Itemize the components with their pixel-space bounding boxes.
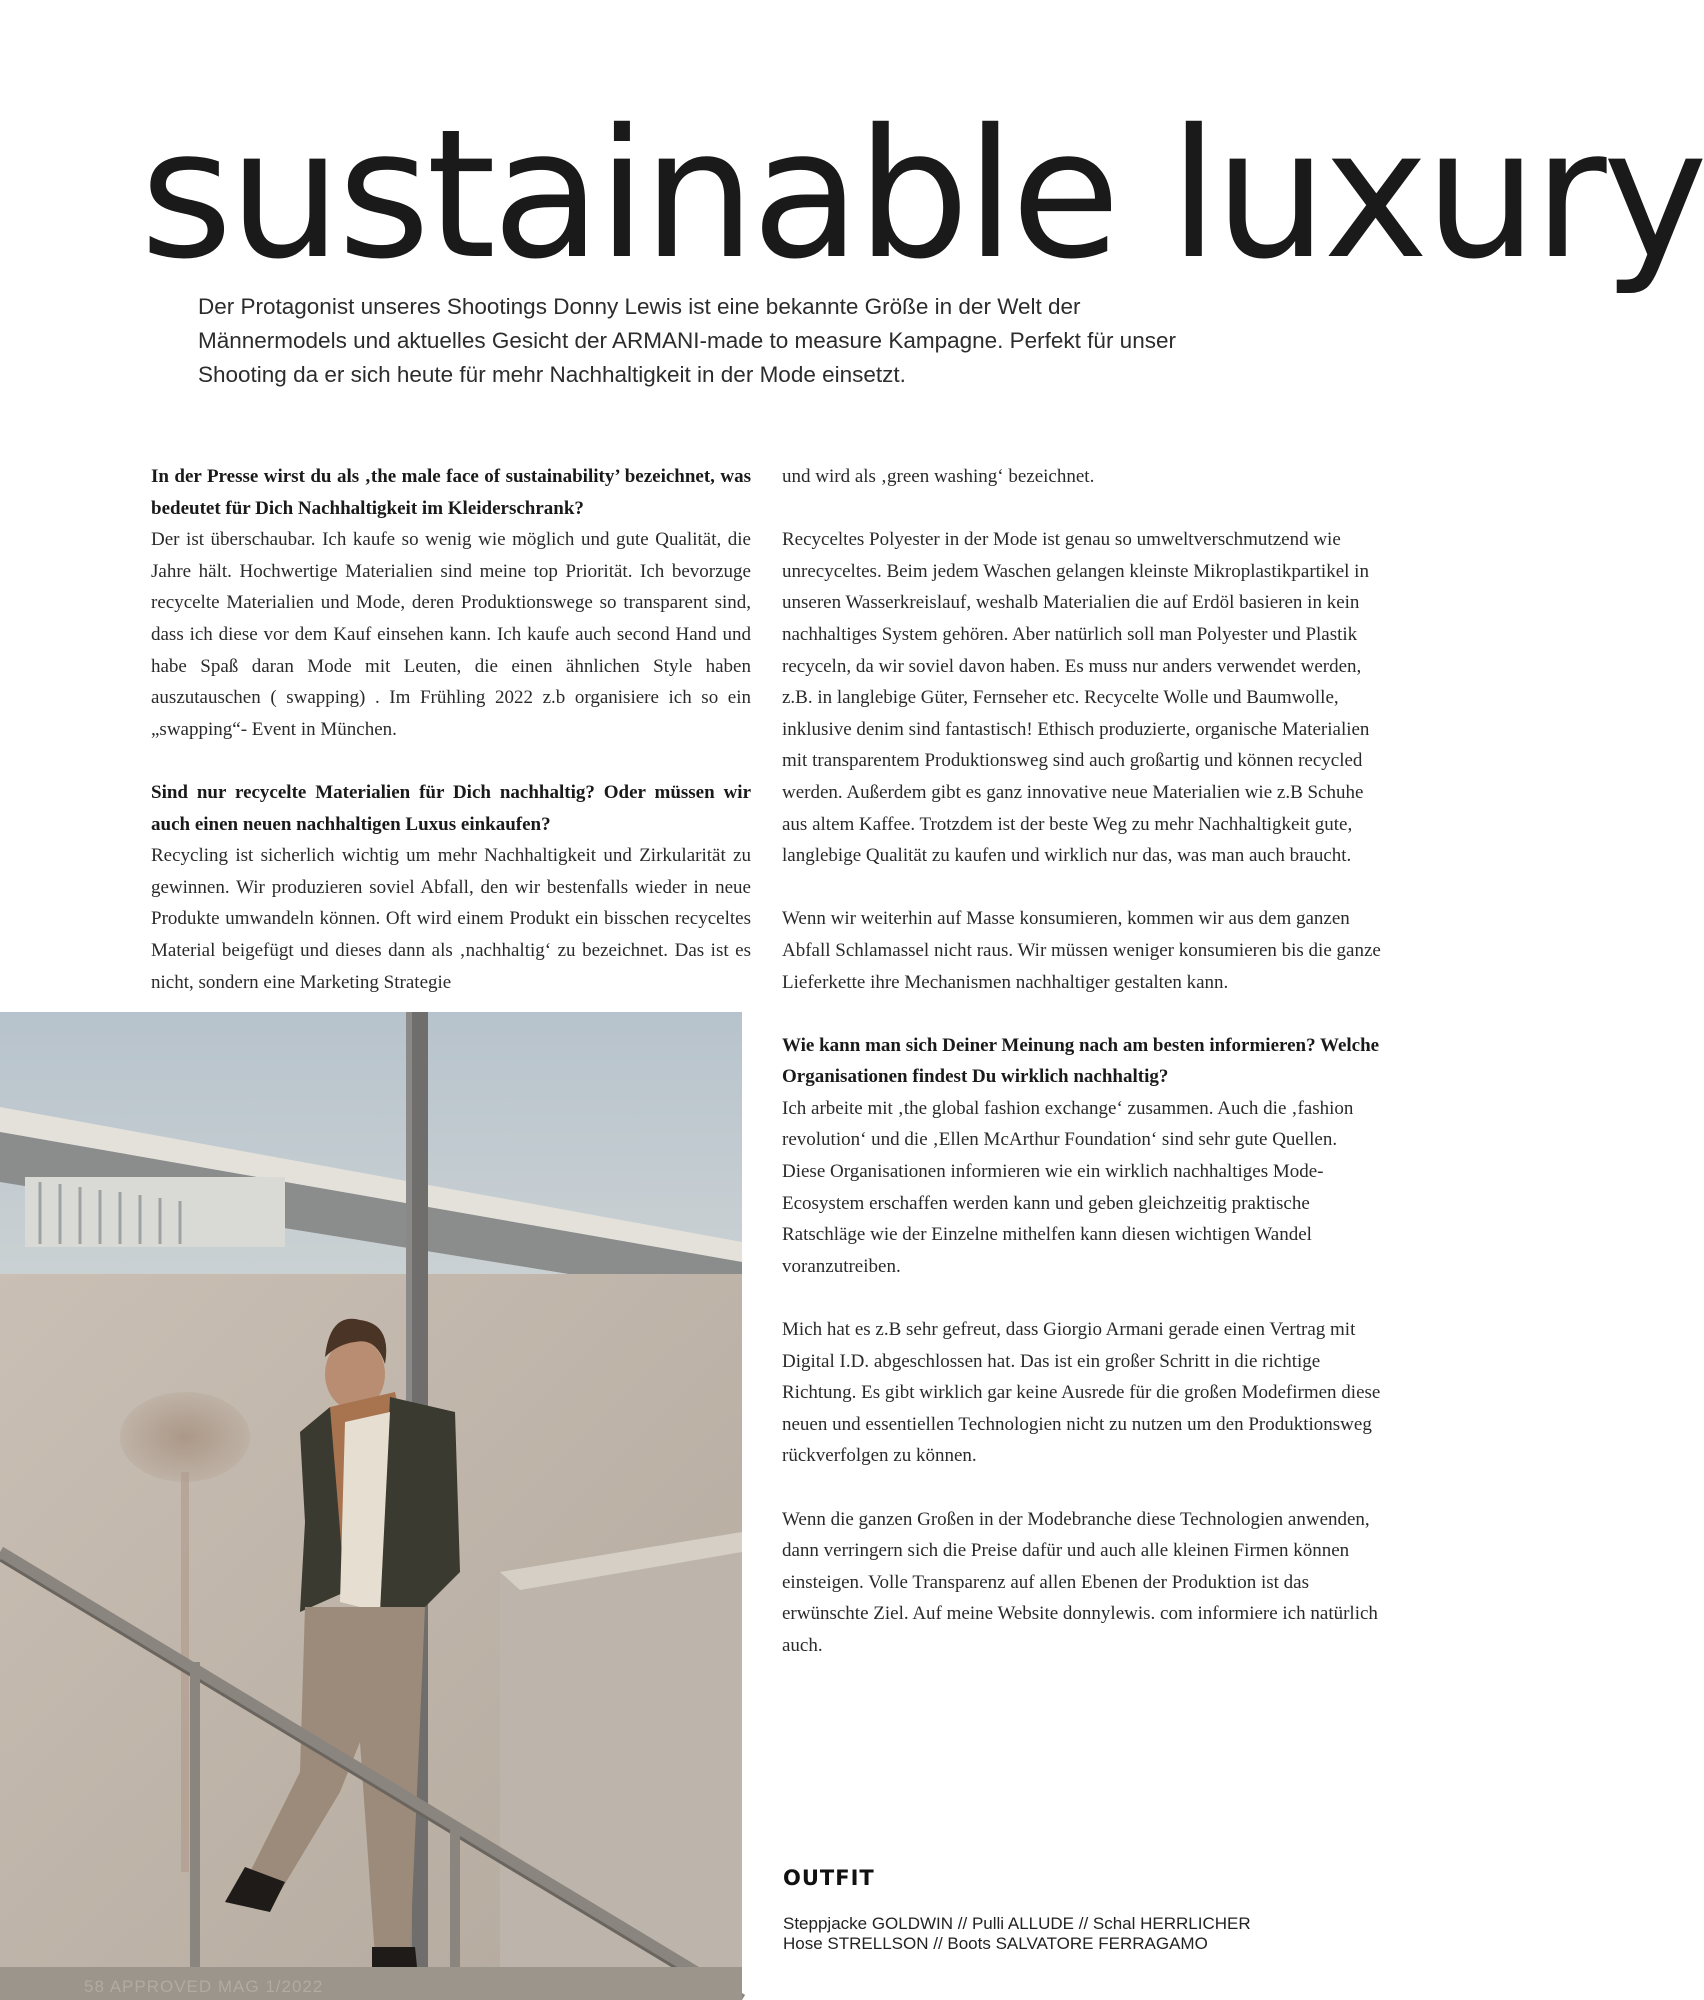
interview-question: Sind nur recycelte Materialien für Dich nachhaltig? Oder müssen wir auch einen neuen nachhaltigen Luxus einkaufen? <box>151 781 751 835</box>
interview-question: Wie kann man sich Deiner Meinung nach am besten informieren? Welche Organisationen findest Du wirklich nachhaltig? <box>782 1034 1380 1088</box>
interview-answer: Recycling ist sicherlich wichtig um mehr Nachhaltigkeit und Zirkularität zu gewinnen. Wir produzieren soviel Abfall, den wir bestenfalls wieder in neue Produkte umwandeln können. Oft wird einem Produkt ein bisschen recyceltes Material beigefügt und dieses dann als ‚nachhaltig‘ zu bezeichnet. Das ist es nicht, sondern eine Marketing Strategie <box>151 845 751 993</box>
intro-paragraph: Der Protagonist unseres Shootings Donny Lewis ist eine bekannte Größe in der Welt der Männermodels und aktuelles Gesicht der ARMANI-made to measure Kampagne. Perfekt für unser Shooting da er sich heute für mehr Nachhaltigkeit in der Mode einsetzt. <box>198 294 1176 387</box>
interview-answer: Mich hat es z.B sehr gefreut, dass Giorgio Armani gerade einen Vertrag mit Digital I.D. abgeschlossen hat. Das ist ein großer Schritt in die richtige Richtung. Es gibt wirklich gar keine Ausrede für die großen Modefirmen diese neuen und essentiellen Technologien nicht zu nutzen um den Produktionsweg rückverfolgen zu können. <box>782 1319 1381 1467</box>
outfit-heading: OUTFIT <box>783 1866 875 1890</box>
outfit-credits: Steppjacke GOLDWIN // Pulli ALLUDE // Schal HERRLICHER <box>783 1914 1251 1933</box>
outfit-credits: Hose STRELLSON // Boots SALVATORE FERRAGAMO <box>783 1934 1208 1953</box>
interview-answer: Ich arbeite mit ‚the global fashion exchange‘ zusammen. Auch die ‚fashion revolution‘ und die ‚Ellen McArthur Foundation‘ sind sehr gute Quellen. Diese Organisationen informieren wie ein wirklich nachhaltiges Mode-Ecosystem erschaffen werden kann und geben gleichzeitig praktische Ratschläge wie der Einzelne mithelfen kann diesen wichtigen Wandel voranzutreiben. <box>782 1097 1354 1277</box>
interview-answer: und wird als ‚green washing‘ bezeichnet. <box>782 466 1095 487</box>
interview-answer: Recyceltes Polyester in der Mode ist genau so umweltverschmutzend wie unrecyceltes. Beim jedem Waschen gelangen kleinste Mikroplastikpartikel in unseren Wasserkreislauf, weshalb Materialien die auf Erdöl basieren in kein nachhaltiges System gehören. Aber natürlich soll man Polyester und Plastik recyceln, da wir soviel davon haben. Es muss nur anders verwendet werden, z.B. in langlebige Güter, Fernseher etc. Recycelte Wolle und Baumwolle, inklusive denim sind fantastisch! Ethisch produzierte, organische Materialien mit transparentem Produktionsweg sind auch großartig und können recycled werden. Außerdem gibt es ganz innovative neue Materialien wie z.B Schuhe aus altem Kaffee. Trotzdem ist der beste Weg zu mehr Nachhaltigkeit gute, langlebige Qualität zu kaufen und wirklich nur das, was man auch braucht. <box>782 529 1370 867</box>
interview-answer: Der ist überschaubar. Ich kaufe so wenig wie möglich und gute Qualität, die Jahre hält. Hochwertige Materialien sind meine top Priorität. Ich bevorzuge recycelte Materialien und Mode, deren Produktionswege so transparent sind, dass ich diese vor dem Kauf einsehen kann. Ich kaufe auch second Hand und habe Spaß daran Mode mit Leuten, die einen ähnlichen Style haben auszutauschen ( swapping) . Im Frühling 2022 z.b organisiere ich so ein „swapping“- Event in München. <box>151 529 751 740</box>
article-column-right <box>782 461 1382 1662</box>
fashion-photo <box>0 1012 742 2000</box>
interview-question: In der Presse wirst du als ‚the male face of sustainability’ bezeichnet, was bedeutet für Dich Nachhaltigkeit im Kleiderschrank? <box>151 466 751 519</box>
interview-answer: Wenn wir weiterhin auf Masse konsumieren, kommen wir aus dem ganzen Abfall Schlamassel nicht raus. Wir müssen weniger konsumieren bis die ganze Lieferkette ihre Mechanismen nachhaltiger gestalten kann. <box>782 908 1381 993</box>
interview-answer: Wenn die ganzen Großen in der Modebranche diese Technologien anwenden, dann verringern sich die Preise dafür und auch alle kleinen Firmen können einsteigen. Volle Transparenz auf allen Ebenen der Produktion ist das erwünschte Ziel. Auf meine Website donnylewis. com informiere ich natürlich auch. <box>782 1508 1378 1656</box>
article-column-left <box>151 461 751 998</box>
page-title: sustainable luxury <box>140 91 1704 298</box>
page-footer: 58 APPROVED MAG 1/2022 <box>84 1977 324 1996</box>
